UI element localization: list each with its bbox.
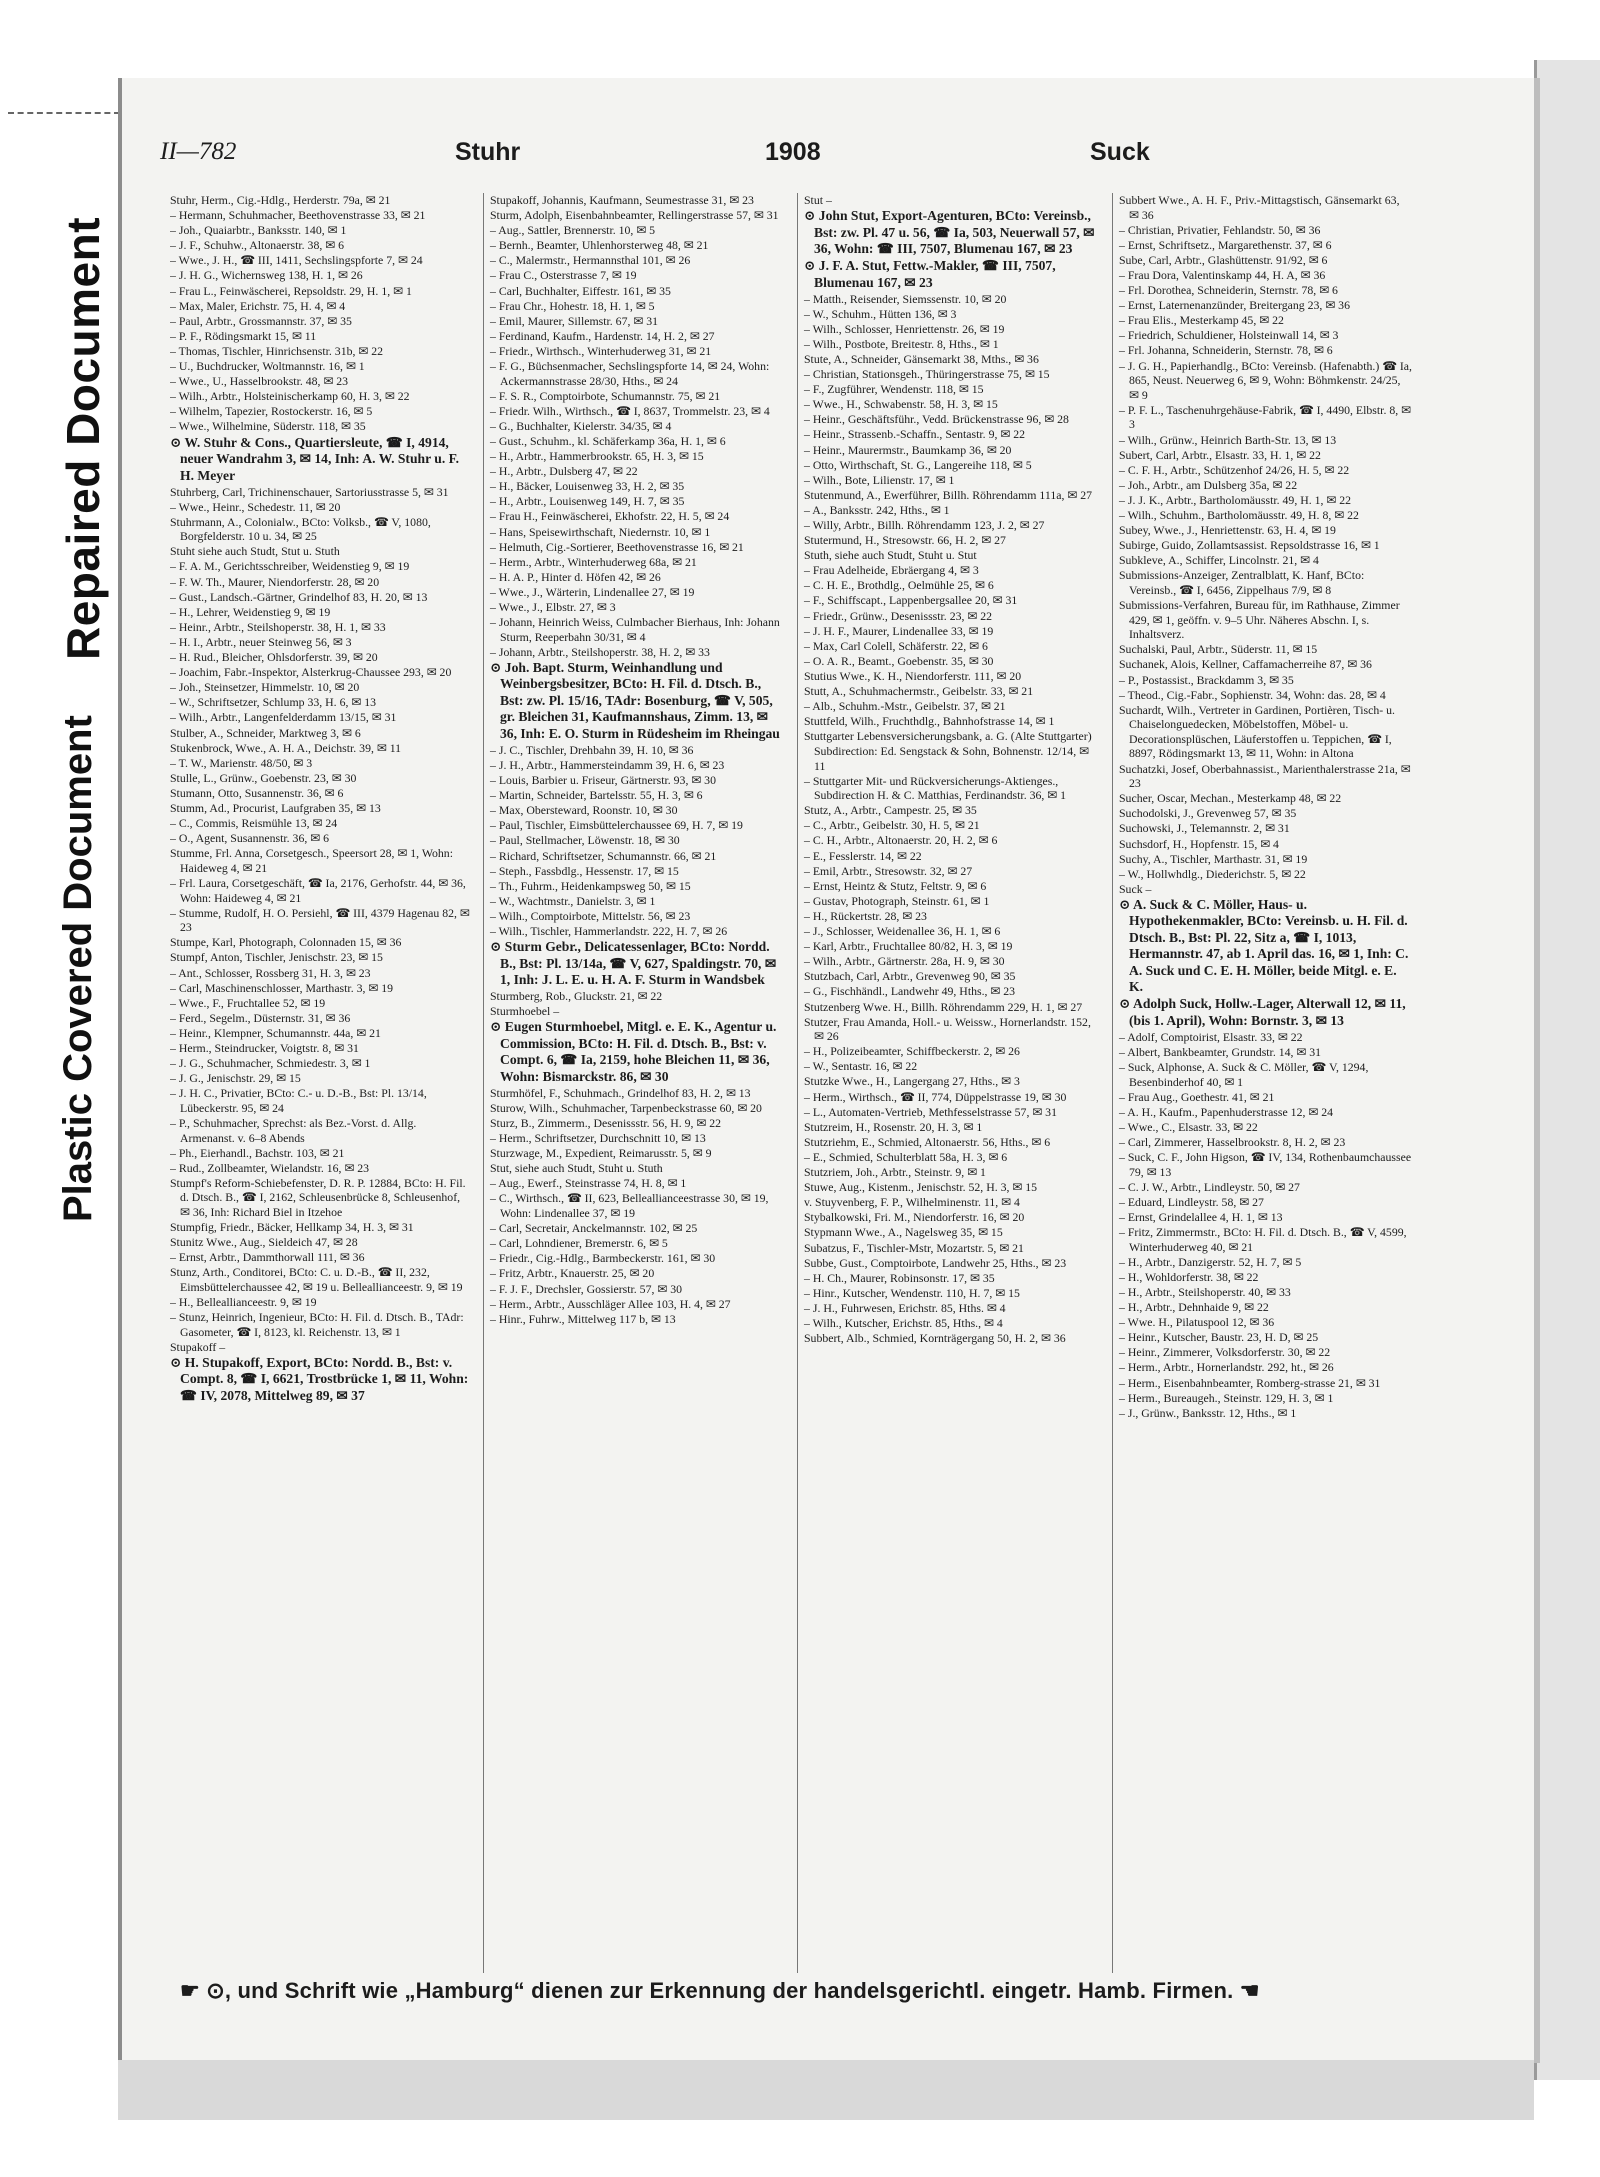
directory-entry: – J. H. G., Wichernsweg 138, H. 1, ✉ 26 (170, 268, 363, 283)
directory-entry: Submissions-Anzeiger, Zentralblatt, K. Hanf, BCto: Vereinsb., ☎ I, 6456, Zippelhaus 7/9, ✉ 8 (1119, 568, 1365, 597)
directory-entry: – Aug., Ewerf., Steinstrasse 74, H. 8, ✉ 1 (490, 1176, 687, 1191)
directory-entry: – Max, Carl Colell, Schäferstr. 22, ✉ 6 (804, 638, 988, 653)
directory-entry: – Heinr., Geschäftsführ., Vedd. Brückenstrasse 96, ✉ 28 (804, 412, 1069, 427)
directory-entry: – P., Postassist., Brackdamm 3, ✉ 35 (1119, 672, 1294, 687)
directory-entry: – C. F. H., Arbtr., Schützenhof 24/26, H. 5, ✉ 22 (1119, 462, 1350, 477)
directory-entry: ⊙ W. Stuhr & Cons., Quartiersleute, ☎ I, 4914, neuer Wandrahm 3, ✉ 14, Inh: A. W. Stuhr u. F. H. Meyer (170, 434, 460, 483)
directory-entry: – Emil, Arbtr., Stresowstr. 32, ✉ 27 (804, 863, 973, 878)
directory-entry: – G., Fischhändl., Landwehr 49, Hths., ✉ 23 (804, 984, 1016, 999)
directory-entry: Stuhrberg, Carl, Trichinenschauer, Sartoriusstrasse 5, ✉ 31 (170, 484, 449, 499)
directory-entry: – Wilh., Schlosser, Henriettenstr. 26, ✉ 19 (804, 321, 1005, 336)
directory-entry: – Otto, Wirthschaft, St. G., Langereihe 118, ✉ 5 (804, 457, 1032, 472)
directory-entry: – T. W., Marienstr. 48/50, ✉ 3 (170, 755, 313, 770)
directory-entry: – Theod., Cig.-Fabr., Sophienstr. 34, Wohn: das. 28, ✉ 4 (1119, 687, 1386, 702)
directory-entry: ⊙ John Stut, Export-Agenturen, BCto: Vereinsb., Bst: zw. Pl. 47 u. 56, ☎ Ia, 503, Neuerwall 57, ✉ 36, Wohn: ☎ III, 7507, Blumenau 167, ✉ 23 (804, 208, 1095, 257)
directory-entry: – Willy, Arbtr., Billh. Röhrendamm 123, J. 2, ✉ 27 (804, 518, 1045, 532)
directory-entry: – H. Rud., Bleicher, Ohlsdorferstr. 39, ✉ 20 (170, 650, 378, 665)
directory-entry: – Martin, Schneider, Bartelsstr. 55, H. 3, ✉ 6 (490, 788, 703, 803)
repaired-document-label: Repaired Document (57, 216, 109, 660)
header-last-word: Suck (1090, 138, 1150, 166)
directory-entry: Stypmann Wwe., A., Nagelsweg 35, ✉ 15 (804, 1225, 1003, 1240)
directory-entry: – Frau Dora, Valentinskamp 44, H. A, ✉ 36 (1119, 267, 1326, 282)
directory-entry: – Johann, Heinrich Weiss, Culmbacher Bierhaus, Inh: Johann Sturm, Reeperbahn 30/31, ✉ 4 (490, 615, 780, 644)
directory-entry: Subbert Wwe., A. H. F., Priv.-Mittagstisch, Gänsemarkt 63, ✉ 36 (1119, 193, 1400, 222)
directory-column-4 (1112, 193, 1412, 1973)
directory-entry: Stupakoff – (170, 1339, 226, 1354)
directory-entry: – E., Schmied, Schulterblatt 58a, H. 3, ✉ 6 (804, 1149, 1008, 1164)
directory-entry: – Heinr., Arbtr., Steilshoperstr. 38, H. 1, ✉ 33 (170, 619, 386, 634)
directory-entry: Stut, siehe auch Studt, Stuht u. Stuth (490, 1161, 663, 1176)
directory-entry: – Wwe., H., Schwabenstr. 58, H. 3, ✉ 15 (804, 397, 998, 412)
directory-entry: – H., Polizeibeamter, Schiffbeckerstr. 2, ✉ 26 (804, 1044, 1020, 1059)
directory-entry: – C., Wirthsch., ☎ II, 623, Belleallianceestrasse 30, ✉ 19, Wohn: Lindenallee 37, ✉ 19 (490, 1191, 769, 1221)
directory-entry: Stunitz Wwe., Aug., Sieldeich 47, ✉ 28 (170, 1235, 358, 1250)
directory-entry: – Frau Aug., Goethestr. 41, ✉ 21 (1119, 1089, 1275, 1104)
directory-entry: – Carl, Secretair, Anckelmannstr. 102, ✉ 25 (490, 1221, 698, 1236)
directory-entry: – Hinr., Fuhrw., Mittelweg 117 b, ✉ 13 (490, 1311, 676, 1326)
directory-entry: Suchsdorf, H., Hopfenstr. 15, ✉ 4 (1119, 836, 1279, 851)
directory-entry: Stutt, A., Schuhmachermstr., Geibelstr. 33, ✉ 21 (804, 684, 1034, 699)
dashed-edge-line (8, 112, 120, 114)
directory-entry: Stumpe, Karl, Photograph, Colonnaden 15, ✉ 36 (170, 935, 402, 950)
directory-entry: – Helmuth, Cig.-Sortierer, Beethovenstrasse 16, ✉ 21 (490, 539, 744, 554)
directory-entry: – J. J. K., Arbtr., Bartholomäusstr. 49, H. 1, ✉ 22 (1119, 492, 1352, 507)
directory-entry: – Stuttgarter Mit- und Rückversicherungs-Aktienges., Subdirection H. & C. Matthias, Ferdinandstr. 36, ✉ 1 (804, 773, 1067, 803)
directory-entry: Stutz, A., Arbtr., Campestr. 25, ✉ 35 (804, 803, 977, 818)
directory-entry: – Stunz, Heinrich, Ingenieur, BCto: H. Fil. d. Dtsch. B., TAdr: Gasometer, ☎ I, 8123, kl. Reichenstr. 13, ✉ 1 (170, 1310, 464, 1339)
directory-entry: – Frl. Dorothea, Schneiderin, Sternstr. 78, ✉ 6 (1119, 283, 1338, 298)
directory-entry: – Friedr., Grünw., Desenissstr. 23, ✉ 22 (804, 608, 993, 623)
directory-entry: Sturow, Wilh., Schuhmacher, Tarpenbeckstrasse 60, ✉ 20 (490, 1100, 762, 1115)
directory-entry: – Suck, C. F., John Higson, ☎ IV, 134, Rothenbaumchaussee 79, ✉ 13 (1119, 1150, 1412, 1179)
directory-entry: Sturmhoebel – (490, 1004, 560, 1019)
next-page-edge (1534, 60, 1600, 2080)
directory-entry: – Herm., Arbtr., Winterhuderweg 68a, ✉ 21 (490, 554, 697, 569)
directory-entry: Stuhr, Herm., Cig.-Hdlg., Herderstr. 79a, ✉ 21 (170, 193, 391, 207)
header-year: 1908 (765, 138, 821, 166)
directory-entry: – Paul, Stellmacher, Löwenstr. 18, ✉ 30 (490, 833, 680, 848)
directory-entry: – P. F. L., Taschenuhrgehäuse-Fabrik, ☎ I, 4490, Elbstr. 8, ✉ 3 (1119, 402, 1412, 432)
directory-entry: – W., Schriftsetzer, Schlump 33, H. 6, ✉ 13 (170, 695, 377, 710)
directory-entry: – W., Sentastr. 16, ✉ 22 (804, 1059, 918, 1074)
directory-entry: – C. J. W., Arbtr., Lindleystr. 50, ✉ 27 (1119, 1179, 1300, 1194)
directory-entry: – Herm., Eisenbahnbeamter, Romberg-strasse 21, ✉ 31 (1119, 1375, 1381, 1390)
directory-entry: – Frau Adelheide, Ebräergang 4, ✉ 3 (804, 563, 979, 578)
directory-entry: – Carl, Maschinenschlosser, Marthastr. 3, ✉ 19 (170, 980, 394, 995)
directory-entry: – Hans, Speisewirthschaft, Niedernstr. 10, ✉ 1 (490, 524, 711, 539)
directory-entry: – Heinr., Kutscher, Baustr. 23, H. D, ✉ 25 (1119, 1330, 1319, 1345)
directory-entry: – H., Arbtr., Steilshoperstr. 40, ✉ 33 (1119, 1285, 1291, 1299)
directory-column-3 (797, 193, 1097, 1973)
directory-entry: – H., Arbtr., Danzigerstr. 52, H. 7, ✉ 5 (1119, 1254, 1302, 1269)
directory-entry: – Ernst, Grindelallee 4, H. 1, ✉ 13 (1119, 1210, 1283, 1225)
directory-entry: – E., Fesslerstr. 14, ✉ 22 (804, 848, 922, 863)
directory-entry: Sube, Carl, Arbtr., Glashüttenstr. 91/92, ✉ 6 (1119, 252, 1328, 267)
directory-entry: – H. I., Arbtr., neuer Steinweg 56, ✉ 3 (170, 634, 352, 649)
directory-entry: – Paul, Arbtr., Grossmannstr. 37, ✉ 35 (170, 313, 352, 328)
directory-entry: – Ferdinand, Kaufm., Hardenstr. 14, H. 2, ✉ 27 (490, 328, 715, 343)
directory-entry: – Carl, Zimmerer, Hasselbrookstr. 8, H. 2, ✉ 23 (1119, 1135, 1346, 1150)
directory-entry: Stutermund, H., Stresowstr. 66, H. 2, ✉ 27 (804, 533, 1006, 548)
directory-entry: – Adolf, Comptoirist, Elsastr. 33, ✉ 22 (1119, 1029, 1303, 1044)
directory-entry: – Heinr., Klempner, Schumannstr. 44a, ✉ 21 (170, 1025, 381, 1040)
directory-entry: – Wilh., Bote, Lilienstr. 17, ✉ 1 (804, 472, 955, 487)
directory-entry: Stukenbrock, Wwe., A. H. A., Deichstr. 39, ✉ 11 (170, 740, 402, 755)
directory-entry: – Frau Elis., Mesterkamp 45, ✉ 22 (1119, 313, 1284, 328)
directory-entry: – F., Schiffscapt., Lappenbergsallee 20, ✉ 31 (804, 593, 1018, 608)
directory-entry: – Carl, Buchhalter, Eiffestr. 161, ✉ 35 (490, 283, 671, 298)
directory-entry: Stumpf, Anton, Tischler, Jenischstr. 23, ✉ 15 (170, 950, 383, 965)
directory-entry: – C., Commis, Reismühle 13, ✉ 24 (170, 816, 338, 831)
directory-entry: – H., Arbtr., Dehnhaide 9, ✉ 22 (1119, 1300, 1269, 1315)
directory-entry: – P. F., Rödingsmarkt 15, ✉ 11 (170, 328, 317, 343)
directory-entry: Suchowski, J., Telemannstr. 2, ✉ 31 (1119, 821, 1290, 836)
directory-entry: – Paul, Tischler, Eimsbüttelerchaussee 69, H. 7, ✉ 19 (490, 818, 743, 833)
directory-entry: – Ernst, Schriftsetz., Margarethenstr. 37, ✉ 6 (1119, 237, 1332, 252)
directory-entry: – O., Agent, Susannenstr. 36, ✉ 6 (170, 831, 329, 846)
directory-entry: – F. S. R., Comptoirbote, Schumannstr. 75, ✉ 21 (490, 388, 721, 403)
directory-entry: – Wwe., Wilhelmine, Süderstr. 118, ✉ 35 (170, 419, 366, 434)
footer-note: ☛ ⊙, und Schrift wie „Hamburg“ dienen zur Erkennung der handelsgerichtl. eingetr. Hamb. Firmen. ☚ (180, 1978, 1260, 2003)
directory-entry: – C., Arbtr., Geibelstr. 30, H. 5, ✉ 21 (804, 818, 980, 833)
directory-entry: – P., Schuhmacher, Sprechst: als Bez.-Vorst. d. Allg. Armenanst. v. 6–8 Abends (170, 1115, 417, 1145)
directory-entry: – J. H., Fuhrwesen, Erichstr. 85, Hths. ✉ 4 (804, 1300, 1006, 1315)
directory-entry: Subey, Wwe., J., Henriettenstr. 63, H. 4, ✉ 19 (1119, 523, 1336, 538)
directory-entry: – Friedrich, Schuldiener, Holsteinwall 14, ✉ 3 (1119, 328, 1339, 343)
directory-entry: – A., Banksstr. 242, Hths., ✉ 1 (804, 502, 950, 517)
directory-entry: Stutzer, Frau Amanda, Holl.- u. Weissw., Hornerlandstr. 152, ✉ 26 (804, 1014, 1091, 1044)
directory-entry: – J. F., Schuhw., Altonaerstr. 38, ✉ 6 (170, 238, 344, 253)
directory-entry: – Wilhelm, Tapezier, Rostockerstr. 16, ✉ 5 (170, 404, 373, 419)
directory-entry: – Wwe., U., Hasselbrookstr. 48, ✉ 23 (170, 374, 349, 389)
directory-entry: – Wwe., Heinr., Schedestr. 11, ✉ 20 (170, 499, 341, 514)
directory-entry: Stuth, siehe auch Studt, Stuht u. Stut (804, 548, 977, 563)
directory-entry: – Christian, Privatier, Fehlandstr. 50, ✉ 36 (1119, 222, 1321, 237)
directory-entry: Suchatzki, Josef, Oberbahnassist., Marienthalerstrasse 21a, ✉ 23 (1119, 761, 1411, 791)
directory-entry: – Heinr., Zimmerer, Volksdorferstr. 30, ✉ 22 (1119, 1345, 1331, 1360)
directory-entry: – Wilh., Kutscher, Erichstr. 85, Hths., ✉ 4 (804, 1315, 1003, 1330)
directory-entry: – Thomas, Tischler, Hinrichsenstr. 31b, ✉ 22 (170, 343, 384, 358)
directory-entry: – Herm., Schriftsetzer, Durchschnitt 10, ✉ 13 (490, 1131, 706, 1146)
directory-entry: – U., Buchdrucker, Woltmannstr. 16, ✉ 1 (170, 359, 365, 374)
directory-entry: – Friedr., Wirthsch., Winterhuderweg 31, ✉ 21 (490, 343, 712, 358)
directory-entry: – Joh., Quaiarbtr., Banksstr. 140, ✉ 1 (170, 223, 347, 238)
directory-entry: Sturmberg, Rob., Gluckstr. 21, ✉ 22 (490, 989, 663, 1004)
directory-entry: – J. G. H., Papierhandlg., BCto: Vereinsb. (Hafenabth.) ☎ Ia, 865, Neust. Neuerweg 6, ✉ 9, Wohn: Böhmkenstr. 24/25, ✉ 9 (1119, 358, 1412, 402)
directory-entry: – Wwe., F., Fruchtallee 52, ✉ 19 (170, 995, 326, 1010)
directory-entry: Subirge, Guido, Zollamtsassist. Repsoldstrasse 16, ✉ 1 (1119, 538, 1380, 553)
directory-entry: Stumm, Ad., Procurist, Laufgraben 35, ✉ 13 (170, 800, 381, 815)
directory-entry: – Wilh., Tischler, Hammerlandstr. 222, H. 7, ✉ 26 (490, 924, 728, 939)
directory-entry: – Friedr., Cig.-Hdlg., Barmbeckerstr. 161, ✉ 30 (490, 1251, 716, 1266)
directory-entry: ⊙ A. Suck & C. Möller, Haus- u. Hypothekenmakler, BCto: Vereinsb. u. H. Fil. d. Dtsch. B., Bst: Pl. 22, Sitz a, ☎ I, 1013, Hermannstr. 47, ab 1. April das. 16, ✉ 1, Inh: C. A. Suck und C. E. H. Möller, beide Mitgl. e. E. K. (1119, 896, 1409, 995)
directory-entry: – Friedr. Wilh., Wirthsch., ☎ I, 8637, Trommelstr. 23, ✉ 4 (490, 403, 770, 418)
directory-entry: – C. H. E., Brothdlg., Oelmühle 25, ✉ 6 (804, 578, 994, 593)
plastic-covered-label: Plastic Covered Document (56, 715, 100, 1222)
directory-entry: Sturz, B., Zimmerm., Desenissstr. 56, H. 9, ✉ 22 (490, 1116, 722, 1130)
directory-entry: Stuhrmann, A., Colonialw., BCto: Volksb., ☎ V, 1080, Borgfelderstr. 10 u. 34, ✉ 25 (170, 514, 431, 544)
directory-entry: – Eduard, Lindleystr. 58, ✉ 27 (1119, 1194, 1264, 1209)
directory-entry: – J., Grünw., Banksstr. 12, Hths., ✉ 1 (1119, 1405, 1297, 1420)
directory-entry: – Frl. Laura, Corsetgeschäft, ☎ Ia, 2176, Gerhofstr. 44, ✉ 36, Wohn: Haideweg 4, ✉ 21 (170, 875, 466, 905)
directory-entry: Sucher, Oscar, Mechan., Mesterkamp 48, ✉ 22 (1119, 791, 1342, 806)
directory-entry: – F. W. Th., Maurer, Niendorferstr. 28, ✉ 20 (170, 574, 380, 589)
directory-entry: – Wwe., C., Elsastr. 33, ✉ 22 (1119, 1119, 1258, 1134)
directory-entry: – Ph., Eierhandl., Bachstr. 103, ✉ 21 (170, 1145, 345, 1160)
directory-entry: – Herm., Arbtr., Ausschläger Allee 103, H. 4, ✉ 27 (490, 1296, 731, 1311)
directory-entry: Stutzke Wwe., H., Langergang 27, Hths., ✉ 3 (804, 1074, 1020, 1089)
directory-entry: – Wwe., J., Wärterin, Lindenallee 27, ✉ 19 (490, 584, 695, 599)
directory-entry: Suchardt, Wilh., Vertreter in Gardinen, Portièren, Tisch- u. Chaiselonguedecken, Möbelstoffen, Möbel- u. Decorationsplüschen, Läuferstoffen u. Teppichen, ☎ I, 8897, Rödingsmarkt 13, ✉ 11, Wohn: in Altona (1119, 702, 1395, 761)
directory-entry: – Wwe., J. H., ☎ III, 1411, Sechslingspforte 7, ✉ 24 (170, 253, 423, 268)
directory-entry: – Max, Maler, Erichstr. 75, H. 4, ✉ 4 (170, 298, 346, 313)
directory-entry: – Wilh., Arbtr., Langenfelderdamm 13/15, ✉ 31 (170, 710, 397, 725)
directory-entry: – H., Bäcker, Louisenweg 33, H. 2, ✉ 35 (490, 479, 685, 494)
directory-entry: – Joh., Arbtr., am Dulsberg 35a, ✉ 22 (1119, 477, 1298, 492)
directory-entry: Stuttgarter Lebensversicherungsbank, a. G. (Alte Stuttgarter) Subdirection: Ed. Sengstack & Sohn, Bohnenstr. 12/14, ✉ 11 (804, 729, 1092, 773)
directory-entry: Stybalkowski, Fri. M., Niendorferstr. 16, ✉ 20 (804, 1210, 1025, 1225)
directory-entry: – H., Rückertstr. 28, ✉ 23 (804, 908, 927, 923)
directory-entry: – Aug., Sattler, Brennerstr. 10, ✉ 5 (490, 223, 656, 238)
directory-entry: – Fritz, Zimmermstr., BCto: H. Fil. d. Dtsch. B., ☎ V, 4599, Winterhuderweg 40, ✉ 21 (1119, 1225, 1407, 1254)
directory-entry: – Frl. Johanna, Schneiderin, Sternstr. 78, ✉ 6 (1119, 343, 1333, 358)
directory-entry: Stumann, Otto, Susannenstr. 36, ✉ 6 (170, 785, 344, 800)
directory-entry: Stutius Wwe., K. H., Niendorferstr. 111, ✉ 20 (804, 668, 1022, 683)
directory-columns (170, 193, 1430, 1973)
directory-entry: – Frau C., Osterstrasse 7, ✉ 19 (490, 268, 637, 283)
directory-entry: Stutzbach, Carl, Arbtr., Grevenweg 90, ✉ 35 (804, 969, 1016, 984)
directory-entry: – Louis, Barbier u. Friseur, Gärtnerstr. 93, ✉ 30 (490, 773, 716, 788)
directory-entry: Stunz, Arth., Conditorei, BCto: C. u. D.-B., ☎ II, 232, Eimsbüttelerchaussee 42, ✉ 19 u. Belleallianceestr. 9, ✉ 19 (170, 1265, 463, 1294)
directory-entry: – L., Automaten-Vertrieb, Methfesselstrasse 57, ✉ 31 (804, 1104, 1057, 1119)
directory-entry: – Alb., Schuhm.-Mstr., Geibelstr. 37, ✉ 21 (804, 699, 1006, 714)
directory-entry: – H., Arbtr., Hammerbrookstr. 65, H. 3, ✉ 15 (490, 449, 704, 464)
directory-entry: – C., Malermstr., Hermannsthal 101, ✉ 26 (490, 253, 691, 268)
directory-entry: Sturmhöfel, F., Schuhmach., Grindelhof 83, H. 2, ✉ 13 (490, 1085, 751, 1100)
directory-entry: – J. G., Schuhmacher, Schmiedestr. 3, ✉ 1 (170, 1056, 371, 1071)
directory-entry: – Joh., Steinsetzer, Himmelstr. 10, ✉ 20 (170, 680, 360, 695)
directory-entry: Sturzwage, M., Expedient, Reimarusstr. 5, ✉ 9 (490, 1146, 712, 1161)
directory-entry: Subbert, Alb., Schmied, Kornträgergang 50, H. 2, ✉ 36 (804, 1331, 1066, 1346)
directory-entry: – Christian, Stationsgeh., Thüringerstrasse 75, ✉ 15 (804, 367, 1050, 382)
directory-entry: – J. G., Jenischstr. 29, ✉ 15 (170, 1071, 301, 1086)
directory-entry: Stute, A., Schneider, Gänsemarkt 38, Mths., ✉ 36 (804, 351, 1039, 366)
directory-entry: – Frau L., Feinwäscherei, Repsoldstr. 29, H. 1, ✉ 1 (170, 283, 412, 298)
directory-entry: – Wilh., Arbtr., Gärtnerstr. 28a, H. 9, ✉ 30 (804, 954, 1005, 969)
directory-entry: – J. H. F., Maurer, Lindenallee 33, ✉ 19 (804, 623, 994, 638)
directory-entry: Stutzriehm, E., Schmied, Altonaerstr. 56, Hths., ✉ 6 (804, 1134, 1051, 1149)
directory-entry: Stumpfig, Friedr., Bäcker, Hellkamp 34, H. 3, ✉ 31 (170, 1220, 414, 1235)
directory-entry: – Stumme, Rudolf, H. O. Persiehl, ☎ III, 4379 Hagenau 82, ✉ 23 (170, 905, 470, 935)
directory-entry: v. Stuyvenberg, F. P., Wilhelminenstr. 11, ✉ 4 (804, 1195, 1020, 1210)
page-header (160, 138, 1430, 178)
directory-entry: – F., Zugführer, Wendenstr. 118, ✉ 15 (804, 382, 984, 397)
directory-entry: Suchalski, Paul, Arbtr., Süderstr. 11, ✉ 15 (1119, 642, 1318, 657)
directory-entry: – Suck, Alphonse, A. Suck & C. Möller, ☎ V, 1294, Besenbinderhof 40, ✉ 1 (1119, 1060, 1369, 1089)
page-bottom-shadow (118, 2060, 1534, 2120)
directory-entry: – Wilh., Schuhm., Bartholomäusstr. 49, H. 8, ✉ 22 (1119, 507, 1359, 522)
directory-entry: – F. J. F., Drechsler, Gossierstr. 57, ✉ 30 (490, 1281, 683, 1296)
directory-entry: Suchodolski, J., Grevenweg 57, ✉ 35 (1119, 806, 1297, 821)
directory-entry: ⊙ Sturm Gebr., Delicatessenlager, BCto: Nordd. B., Bst: Pl. 13/14a, ☎ V, 627, Spaldingstr. 70, ✉ 1, Inh: J. L. E. u. H. A. F. Sturm in Wandsbek (490, 939, 777, 988)
directory-entry: – Heinr., Strassenb.-Schaffn., Sentastr. 9, ✉ 22 (804, 427, 1026, 442)
directory-entry: Stutzriem, Joh., Arbtr., Steinstr. 9, ✉ 1 (804, 1165, 986, 1180)
directory-entry: – H., Wohldorferstr. 38, ✉ 22 (1119, 1269, 1259, 1284)
directory-entry: – H., Arbtr., Dulsberg 47, ✉ 22 (490, 464, 638, 479)
directory-entry: – Herm., Arbtr., Hornerlandstr. 292, ht., ✉ 26 (1119, 1360, 1334, 1375)
directory-entry: – Frau Chr., Hohestr. 18, H. 1, ✉ 5 (490, 298, 655, 313)
directory-entry: – Joachim, Fabr.-Inspektor, Alsterkrug-Chaussee 293, ✉ 20 (170, 665, 452, 680)
directory-entry: – Rud., Zollbeamter, Wielandstr. 16, ✉ 23 (170, 1160, 370, 1175)
page-number: II—782 (160, 138, 237, 165)
directory-entry: Suchy, A., Tischler, Marthastr. 31, ✉ 19 (1119, 851, 1308, 866)
directory-entry: – W., Schuhm., Hütten 136, ✉ 3 (804, 306, 957, 321)
directory-entry: Suck – (1119, 881, 1152, 896)
directory-entry: Stuttfeld, Wilh., Fruchthdlg., Bahnhofstrasse 14, ✉ 1 (804, 714, 1055, 729)
directory-entry: – Ernst, Laternenanzünder, Breitergang 23, ✉ 36 (1119, 298, 1350, 313)
directory-entry: Subert, Carl, Arbtr., Elsastr. 33, H. 1, ✉ 22 (1119, 447, 1321, 462)
directory-entry: – Frau H., Feinwäscherei, Ekhofstr. 22, H. 5, ✉ 24 (490, 509, 730, 524)
directory-entry: – H., Lehrer, Weidenstieg 9, ✉ 19 (170, 604, 331, 619)
directory-entry: – F. A. M., Gerichtsschreiber, Weidenstieg 9, ✉ 19 (170, 559, 410, 574)
directory-entry: Subatzus, F., Tischler-Mstr, Mozartstr. 5, ✉ 21 (804, 1240, 1024, 1255)
directory-entry: – Gust., Landsch.-Gärtner, Grindelhof 83, H. 20, ✉ 13 (170, 589, 428, 604)
directory-entry: – F. G., Büchsenmacher, Sechslingspforte 14, ✉ 24, Wohn: Ackermannstrasse 28/30, Hths., ✉ 24 (490, 359, 770, 388)
directory-column-2 (483, 193, 783, 1973)
directory-entry: – C. H., Arbtr., Altonaerstr. 20, H. 2, ✉ 6 (804, 833, 998, 848)
directory-entry: – Steph., Fassbdlg., Hessenstr. 17, ✉ 15 (490, 863, 679, 878)
directory-entry: Stumpf's Reform-Schiebefenster, D. R. P. 12884, BCto: H. Fil. d. Dtsch. B., ☎ I, 2162, Schleusenbrücke 8, Schleusenhof, ✉ 36, Inh: Richard Biel in Itzehoe (170, 1175, 466, 1219)
directory-column-1 (170, 193, 470, 1973)
directory-entry: – Ferd., Segelm., Düsternstr. 31, ✉ 36 (170, 1010, 351, 1025)
directory-entry: – Gustav, Photograph, Steinstr. 61, ✉ 1 (804, 893, 990, 908)
directory-entry: Stumme, Frl. Anna, Corsetgesch., Speersort 28, ✉ 1, Wohn: Haideweg 4, ✉ 21 (170, 846, 453, 875)
directory-entry: – A. H., Kaufm., Papenhuderstrasse 12, ✉ 24 (1119, 1104, 1334, 1119)
directory-entry: – J. H., Arbtr., Hammersteindamm 39, H. 6, ✉ 23 (490, 758, 725, 772)
directory-entry: – Ernst, Heintz & Stutz, Feltstr. 9, ✉ 6 (804, 878, 987, 893)
directory-entry: Subbe, Gust., Comptoirbote, Landwehr 25, Hths., ✉ 23 (804, 1255, 1067, 1270)
directory-entry: – Richard, Schriftsetzer, Schumannstr. 66, ✉ 21 (490, 848, 717, 863)
directory-entry: Stutzenberg Wwe. H., Billh. Röhrendamm 229, H. 1, ✉ 27 (804, 999, 1083, 1014)
directory-entry: ⊙ H. Stupakoff, Export, BCto: Nordd. B., Bst: v. Compt. 8, ☎ I, 6621, Trostbrücke 1, ✉ 11, Wohn: ☎ IV, 2078, Mittelweg 89, ✉ 37 (170, 1354, 469, 1403)
directory-entry: Subkleve, A., Schiffer, Lincolnstr. 21, ✉ 4 (1119, 553, 1319, 568)
directory-entry: – Hermann, Schuhmacher, Beethovenstrasse 33, ✉ 21 (170, 208, 426, 223)
directory-entry: – H. Ch., Maurer, Robinsonstr. 17, ✉ 35 (804, 1270, 995, 1285)
directory-entry: Stuwe, Aug., Kistenm., Jenischstr. 52, H. 3, ✉ 15 (804, 1180, 1038, 1195)
directory-entry: – H., Belleallianceestr. 9, ✉ 19 (170, 1295, 317, 1310)
directory-entry: – W., Hollwhdlg., Diederichstr. 5, ✉ 22 (1119, 866, 1306, 881)
directory-entry: – Karl, Arbtr., Fruchtallee 80/82, H. 3, ✉ 19 (804, 939, 1013, 954)
directory-entry: – Heinr., Maurermstr., Baumkamp 36, ✉ 20 (804, 442, 1012, 457)
directory-entry: Sturm, Adolph, Eisenbahnbeamter, Rellingerstrasse 57, ✉ 31 (490, 208, 779, 223)
directory-entry: – Matth., Reisender, Siemssenstr. 10, ✉ 20 (804, 291, 1007, 306)
directory-entry: Stut – (804, 193, 832, 207)
directory-entry: – Wwe., J., Elbstr. 27, ✉ 3 (490, 600, 616, 615)
directory-entry: – Fritz, Arbtr., Knauerstr. 25, ✉ 20 (490, 1266, 655, 1281)
directory-entry: – Herm., Wirthsch., ☎ II, 774, Düppelstrasse 19, ✉ 30 (804, 1089, 1067, 1104)
directory-entry: Stulber, A., Schneider, Marktweg 3, ✉ 6 (170, 725, 361, 740)
directory-entry: Stulle, L., Grünw., Goebenstr. 23, ✉ 30 (170, 770, 357, 785)
directory-entry: – Wilh., Arbtr., Holsteinischerkamp 60, H. 3, ✉ 22 (170, 389, 410, 404)
directory-entry: – Wilh., Comptoirbote, Mittelstr. 56, ✉ 23 (490, 908, 691, 923)
directory-entry: – Johann, Arbtr., Steilshoperstr. 38, H. 2, ✉ 33 (490, 644, 710, 659)
directory-entry: – J., Schlosser, Weidenallee 36, H. 1, ✉ 6 (804, 924, 1001, 939)
directory-entry: ⊙ Eugen Sturmhoebel, Mitgl. e. E. K., Agentur u. Commission, BCto: H. Fil. d. Dtsch. B., Bst: v. Compt. 6, ☎ Ia, 2159, hohe Bleichen 11, ✉ 36, Wohn: Bismarckstr. 86, ✉ 30 (490, 1019, 777, 1084)
directory-entry: – Herm., Bureaugeh., Steinstr. 129, H. 3, ✉ 1 (1119, 1390, 1334, 1405)
directory-entry: – H. A. P., Hinter d. Höfen 42, ✉ 26 (490, 569, 661, 584)
directory-entry: Stuht siehe auch Studt, Stut u. Stuth (170, 544, 340, 559)
directory-entry: – J. H. C., Privatier, BCto: C.- u. D.-B., Bst: Pl. 13/14, Lübeckerstr. 95, ✉ 24 (170, 1086, 427, 1115)
directory-entry: – Carl, Lohndiener, Bremerstr. 6, ✉ 5 (490, 1236, 668, 1251)
directory-entry: – Wwe. H., Pilatuspool 12, ✉ 36 (1119, 1315, 1275, 1330)
directory-entry: Stupakoff, Johannis, Kaufmann, Seumestrasse 31, ✉ 23 (490, 193, 754, 207)
directory-entry: – W., Wachtmstr., Danielstr. 3, ✉ 1 (490, 893, 656, 908)
directory-entry: ⊙ Adolph Suck, Hollw.-Lager, Alterwall 12, ✉ 11, (bis 1. April), Wohn: Bornstr. 3, ✉ 13 (1119, 996, 1406, 1028)
directory-entry: Stutzreim, H., Rosenstr. 20, H. 3, ✉ 1 (804, 1119, 983, 1134)
directory-entry: – Wilh., Grünw., Heinrich Barth-Str. 13, ✉ 13 (1119, 432, 1337, 447)
directory-entry: ⊙ J. F. A. Stut, Fettw.-Makler, ☎ III, 7507, Blumenau 167, ✉ 23 (804, 258, 1056, 290)
directory-entry: ⊙ Joh. Bapt. Sturm, Weinhandlung und Weinbergsbesitzer, BCto: H. Fil. d. Dtsch. B., Bst: zw. Pl. 15/16, TAdr: Bosenburg, ☎ V, 505, gr. Bleichen 31, Kaufmannshaus, Zimm. 13, ✉ 36, Inh: E. O. Sturm in Rüdesheim im Rheingau (490, 659, 780, 741)
directory-entry: – Emil, Maurer, Sillemstr. 67, ✉ 31 (490, 313, 659, 328)
directory-entry: – Ant., Schlosser, Rossberg 31, H. 3, ✉ 23 (170, 965, 371, 980)
directory-entry: – Gust., Schuhm., kl. Schäferkamp 36a, H. 1, ✉ 6 (490, 434, 726, 448)
directory-entry: – H., Arbtr., Louisenweg 149, H. 7, ✉ 35 (490, 494, 685, 509)
header-first-word: Stuhr (455, 138, 521, 166)
directory-entry: – G., Buchhalter, Kielerstr. 34/35, ✉ 4 (490, 418, 672, 433)
directory-entry: – Herm., Steindrucker, Voigtstr. 8, ✉ 31 (170, 1040, 359, 1055)
directory-entry: – Max, Obersteward, Roonstr. 10, ✉ 30 (490, 803, 678, 818)
directory-entry: – Wilh., Postbote, Breitestr. 8, Hths., ✉ 1 (804, 336, 999, 351)
directory-entry: – Th., Fuhrm., Heidenkampsweg 50, ✉ 15 (490, 878, 691, 893)
directory-entry: – O. A. R., Beamt., Goebenstr. 35, ✉ 30 (804, 653, 994, 668)
directory-entry: – Bernh., Beamter, Uhlenhorsterweg 48, ✉ 21 (490, 238, 709, 253)
directory-entry: Stutenmund, A., Ewerführer, Billh. Röhrendamm 111a, ✉ 27 (804, 487, 1093, 502)
directory-entry: – Ernst, Arbtr., Dammthorwall 111, ✉ 36 (170, 1250, 365, 1265)
directory-entry: – J. C., Tischler, Drehbahn 39, H. 10, ✉ 36 (490, 742, 694, 757)
directory-entry: Submissions-Verfahren, Bureau für, im Rathhause, Zimmer 429, ✉ 1, geöffn. v. 9–5 Uhr. Näheres Abschn. I, s. Inhaltsverz. (1119, 598, 1400, 642)
directory-entry: Suchanek, Alois, Kellner, Caffamacherreihe 87, ✉ 36 (1119, 657, 1372, 672)
directory-entry: – Albert, Bankbeamter, Grundstr. 14, ✉ 31 (1119, 1045, 1322, 1059)
directory-entry: – Hinr., Kutscher, Wendenstr. 110, H. 7, ✉ 15 (804, 1285, 1020, 1300)
